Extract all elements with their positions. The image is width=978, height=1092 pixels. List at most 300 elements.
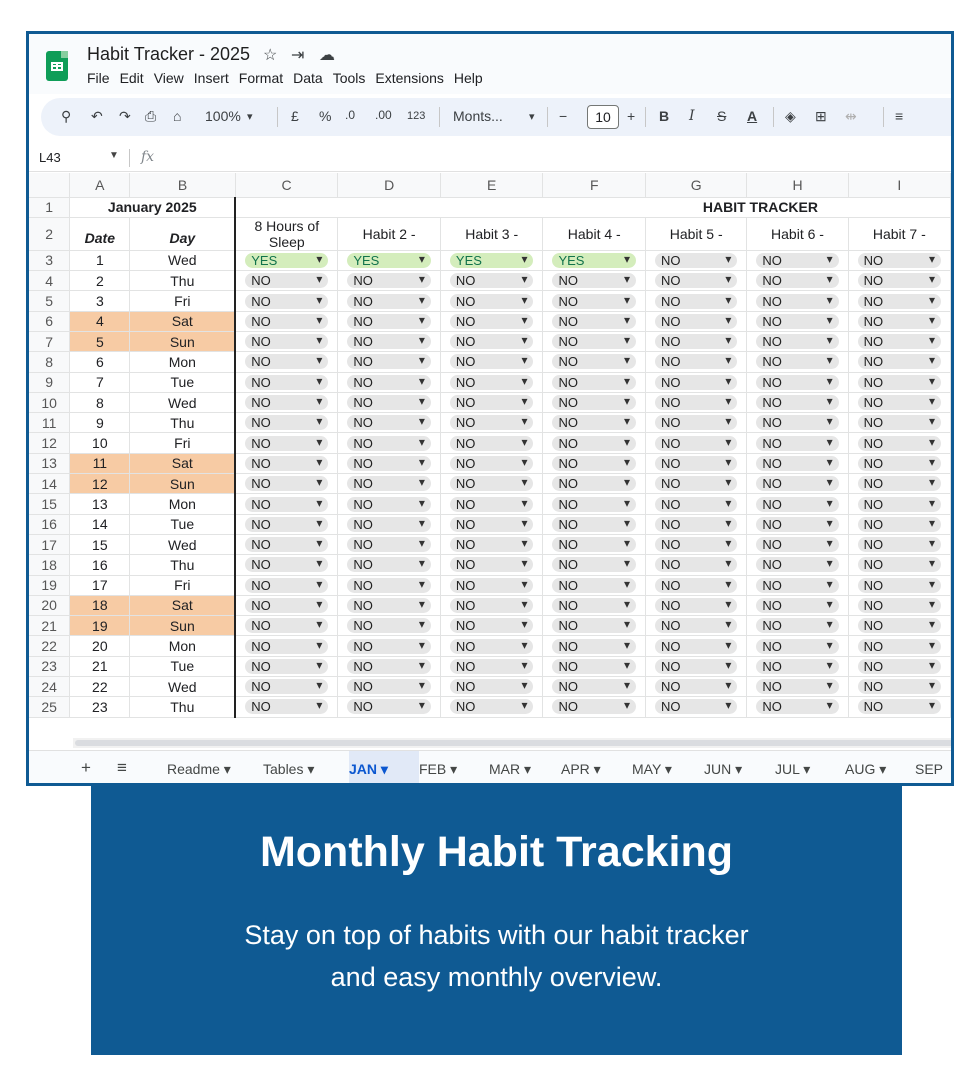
habit-status-dropdown[interactable]: NO ▾ [450,578,534,593]
habit-cell[interactable] [646,697,747,717]
habit-status-dropdown[interactable]: NO ▾ [552,578,636,593]
habit-cell[interactable] [338,697,441,717]
day-cell[interactable]: Tue [130,514,235,534]
habit-cell[interactable] [440,514,543,534]
habit-status-dropdown[interactable]: NO ▾ [655,578,737,593]
habit-cell[interactable] [747,413,848,433]
habit-cell[interactable] [338,372,441,392]
habit-cell[interactable] [543,636,646,656]
date-cell[interactable]: 6 [70,352,130,372]
habit-status-dropdown[interactable]: NO ▾ [756,354,838,369]
habit-cell[interactable] [543,413,646,433]
habit-status-dropdown[interactable]: NO ▾ [756,273,838,288]
habit-status-dropdown[interactable]: NO ▾ [858,273,941,288]
habit-status-dropdown[interactable]: YES ▾ [552,253,636,268]
habit-cell[interactable] [543,291,646,311]
habit-cell[interactable] [848,352,950,372]
habit-cell[interactable] [235,372,338,392]
habit-cell[interactable] [440,494,543,514]
habit-status-dropdown[interactable]: NO ▾ [756,253,838,268]
habit-cell[interactable] [747,595,848,615]
habit-status-dropdown[interactable]: NO ▾ [245,557,328,572]
tab-tables[interactable]: Tables ▾ [263,761,315,777]
row-header[interactable]: 13 [29,453,70,473]
habit-cell[interactable] [338,311,441,331]
habit-cell[interactable] [848,677,950,697]
habit-cell[interactable] [440,595,543,615]
habit-cell[interactable] [747,474,848,494]
habit-cell[interactable] [747,271,848,291]
habit-status-dropdown[interactable]: NO ▾ [756,639,838,654]
row-header[interactable]: 11 [29,413,70,433]
habit-status-dropdown[interactable]: NO ▾ [756,659,838,674]
font-select[interactable]: Monts... [453,108,503,124]
habit-status-dropdown[interactable]: NO ▾ [552,618,636,633]
row-header[interactable]: 18 [29,555,70,575]
habit-status-dropdown[interactable]: NO ▾ [756,415,838,430]
habit-header[interactable]: Habit 4 - [543,217,646,250]
habit-status-dropdown[interactable]: NO ▾ [756,294,838,309]
row-header[interactable]: 2 [29,217,70,250]
habit-status-dropdown[interactable]: NO ▾ [347,436,431,451]
tab-mar[interactable]: MAR ▾ [489,761,532,777]
habit-status-dropdown[interactable]: NO ▾ [450,456,534,471]
habit-cell[interactable] [338,595,441,615]
habit-cell[interactable] [848,514,950,534]
habit-cell[interactable] [747,697,848,717]
habit-status-dropdown[interactable]: NO ▾ [347,598,431,613]
habit-status-dropdown[interactable]: NO ▾ [347,334,431,349]
row-header[interactable]: 21 [29,616,70,636]
habit-cell[interactable] [338,250,441,270]
date-header[interactable]: Date [70,217,130,250]
habit-header[interactable]: Habit 5 - [646,217,747,250]
habit-cell[interactable] [338,534,441,554]
column-header[interactable]: D [338,173,441,197]
day-cell[interactable]: Thu [130,555,235,575]
habit-status-dropdown[interactable]: NO ▾ [347,659,431,674]
habit-cell[interactable] [235,250,338,270]
habit-cell[interactable] [338,474,441,494]
habit-status-dropdown[interactable]: NO ▾ [756,578,838,593]
percent-format-button[interactable]: % [319,108,332,124]
habit-status-dropdown[interactable]: NO ▾ [655,334,737,349]
habit-cell[interactable] [747,555,848,575]
habit-status-dropdown[interactable]: NO ▾ [858,517,941,532]
habit-cell[interactable] [848,656,950,676]
habit-status-dropdown[interactable]: NO ▾ [450,517,534,532]
habit-cell[interactable] [646,453,747,473]
column-header[interactable]: H [747,173,848,197]
habit-status-dropdown[interactable]: NO ▾ [347,557,431,572]
row-header[interactable]: 3 [29,250,70,270]
habit-status-dropdown[interactable]: NO ▾ [655,375,737,390]
day-cell[interactable]: Fri [130,433,235,453]
date-cell[interactable]: 12 [70,474,130,494]
row-header[interactable]: 6 [29,311,70,331]
habit-cell[interactable] [848,250,950,270]
habit-status-dropdown[interactable]: NO ▾ [655,618,737,633]
habit-cell[interactable] [848,433,950,453]
habit-status-dropdown[interactable]: NO ▾ [655,273,737,288]
bold-button[interactable]: B [659,108,670,124]
habit-cell[interactable] [646,656,747,676]
habit-status-dropdown[interactable]: NO ▾ [552,497,636,512]
habit-status-dropdown[interactable]: NO ▾ [450,537,534,552]
habit-cell[interactable] [543,250,646,270]
habit-cell[interactable] [646,291,747,311]
habit-status-dropdown[interactable]: NO ▾ [347,476,431,491]
habit-cell[interactable] [646,677,747,697]
habit-status-dropdown[interactable]: NO ▾ [450,354,534,369]
font-dropdown-icon[interactable]: ▾ [529,111,535,123]
row-header[interactable]: 22 [29,636,70,656]
tab-apr[interactable]: APR ▾ [561,761,601,777]
habit-cell[interactable] [235,534,338,554]
habit-status-dropdown[interactable]: NO ▾ [756,476,838,491]
day-cell[interactable]: Sun [130,616,235,636]
date-cell[interactable]: 3 [70,291,130,311]
row-header[interactable]: 25 [29,697,70,717]
habit-status-dropdown[interactable]: NO ▾ [655,253,737,268]
habit-status-dropdown[interactable]: NO ▾ [347,273,431,288]
menu-extensions[interactable]: Extensions [375,70,444,86]
habit-status-dropdown[interactable]: NO ▾ [450,557,534,572]
menu-file[interactable]: File [87,70,110,86]
font-size-decrease-button[interactable]: − [559,108,568,124]
habit-status-dropdown[interactable]: NO ▾ [858,436,941,451]
habit-status-dropdown[interactable]: NO ▾ [347,354,431,369]
row-header[interactable]: 20 [29,595,70,615]
habit-status-dropdown[interactable]: NO ▾ [858,476,941,491]
habit-cell[interactable] [338,514,441,534]
currency-format-button[interactable]: £ [291,108,299,124]
habit-cell[interactable] [235,575,338,595]
habit-cell[interactable] [543,433,646,453]
habit-status-dropdown[interactable]: NO ▾ [655,294,737,309]
habit-status-dropdown[interactable]: NO ▾ [347,618,431,633]
habit-cell[interactable] [543,392,646,412]
habit-status-dropdown[interactable]: NO ▾ [655,557,737,572]
habit-status-dropdown[interactable]: NO ▾ [347,578,431,593]
habit-status-dropdown[interactable]: NO ▾ [245,415,328,430]
habit-cell[interactable] [235,636,338,656]
habit-status-dropdown[interactable]: NO ▾ [858,578,941,593]
add-sheet-icon[interactable]: + [81,758,91,777]
habit-header[interactable]: Habit 2 - [338,217,441,250]
habit-status-dropdown[interactable]: YES ▾ [347,253,431,268]
borders-icon[interactable]: ⊞ [815,108,827,124]
habit-cell[interactable] [747,433,848,453]
date-cell[interactable]: 11 [70,453,130,473]
date-cell[interactable]: 17 [70,575,130,595]
habit-cell[interactable] [848,697,950,717]
habit-status-dropdown[interactable]: NO ▾ [756,537,838,552]
font-size-increase-button[interactable]: + [627,108,636,124]
habit-cell[interactable] [440,555,543,575]
habit-status-dropdown[interactable]: NO ▾ [756,557,838,572]
zoom-dropdown-icon[interactable]: ▾ [247,111,253,123]
row-header[interactable]: 14 [29,474,70,494]
habit-status-dropdown[interactable]: NO ▾ [552,517,636,532]
habit-status-dropdown[interactable]: NO ▾ [552,436,636,451]
day-cell[interactable]: Sat [130,453,235,473]
habit-cell[interactable] [543,677,646,697]
habit-status-dropdown[interactable]: NO ▾ [756,375,838,390]
habit-cell[interactable] [235,311,338,331]
tab-sep[interactable]: SEP [915,761,944,777]
habit-status-dropdown[interactable]: NO ▾ [858,456,941,471]
habit-cell[interactable] [440,271,543,291]
day-cell[interactable]: Mon [130,636,235,656]
day-cell[interactable]: Sat [130,595,235,615]
day-cell[interactable]: Fri [130,291,235,311]
habit-cell[interactable] [235,656,338,676]
column-header[interactable]: F [543,173,646,197]
habit-cell[interactable] [338,677,441,697]
habit-status-dropdown[interactable]: NO ▾ [245,395,328,410]
name-box-dropdown-icon[interactable]: ▼ [109,150,119,161]
habit-cell[interactable] [747,311,848,331]
habit-cell[interactable] [440,413,543,433]
habit-cell[interactable] [646,595,747,615]
habit-status-dropdown[interactable]: NO ▾ [245,517,328,532]
menu-format[interactable]: Format [238,70,284,86]
habit-cell[interactable] [747,392,848,412]
habit-status-dropdown[interactable]: NO ▾ [245,699,328,714]
habit-cell[interactable] [543,474,646,494]
habit-cell[interactable] [338,656,441,676]
habit-status-dropdown[interactable]: NO ▾ [450,314,534,329]
column-header[interactable]: I [848,173,950,197]
habit-cell[interactable] [543,372,646,392]
habit-status-dropdown[interactable]: NO ▾ [858,415,941,430]
habit-status-dropdown[interactable]: NO ▾ [655,659,737,674]
habit-cell[interactable] [646,433,747,453]
habit-status-dropdown[interactable]: NO ▾ [347,699,431,714]
habit-status-dropdown[interactable]: NO ▾ [347,314,431,329]
habit-cell[interactable] [235,514,338,534]
zoom-select[interactable]: 100% [205,108,241,124]
habit-cell[interactable] [235,697,338,717]
habit-status-dropdown[interactable]: NO ▾ [655,415,737,430]
italic-button[interactable]: I [689,108,695,124]
habit-status-dropdown[interactable]: YES ▾ [450,253,534,268]
tab-jun[interactable]: JUN ▾ [704,761,743,777]
habit-status-dropdown[interactable]: NO ▾ [756,497,838,512]
row-header[interactable]: 7 [29,331,70,351]
habit-status-dropdown[interactable]: NO ▾ [245,578,328,593]
habit-cell[interactable] [646,555,747,575]
day-cell[interactable]: Thu [130,697,235,717]
day-cell[interactable]: Wed [130,677,235,697]
habit-cell[interactable] [338,392,441,412]
menu-data[interactable]: Data [293,70,323,86]
habit-cell[interactable] [235,291,338,311]
menu-view[interactable]: View [153,70,184,86]
row-header[interactable]: 9 [29,372,70,392]
habit-status-dropdown[interactable]: NO ▾ [858,294,941,309]
habit-status-dropdown[interactable]: NO ▾ [450,436,534,451]
habit-status-dropdown[interactable]: NO ▾ [245,273,328,288]
habit-cell[interactable] [235,331,338,351]
habit-status-dropdown[interactable]: NO ▾ [756,436,838,451]
day-cell[interactable]: Sun [130,331,235,351]
habit-status-dropdown[interactable]: NO ▾ [450,598,534,613]
font-size-input[interactable]: 10 [587,105,619,129]
habit-status-dropdown[interactable]: NO ▾ [245,639,328,654]
habit-header[interactable]: Habit 3 - [440,217,543,250]
day-cell[interactable]: Mon [130,494,235,514]
name-box[interactable]: L43 [39,150,61,165]
habit-cell[interactable] [543,534,646,554]
habit-status-dropdown[interactable]: NO ▾ [655,517,737,532]
habit-cell[interactable] [440,697,543,717]
all-sheets-icon[interactable]: ≡ [117,758,127,777]
habit-cell[interactable] [338,413,441,433]
decrease-decimal-button[interactable]: .0 [345,108,356,122]
tab-may[interactable]: MAY ▾ [632,761,672,777]
habit-cell[interactable] [747,575,848,595]
habit-status-dropdown[interactable]: NO ▾ [756,517,838,532]
row-header[interactable]: 17 [29,534,70,554]
habit-status-dropdown[interactable]: NO ▾ [858,314,941,329]
habit-cell[interactable] [848,595,950,615]
habit-cell[interactable] [440,656,543,676]
fill-color-icon[interactable]: ◈ [785,108,796,124]
habit-status-dropdown[interactable]: NO ▾ [858,354,941,369]
date-cell[interactable]: 20 [70,636,130,656]
habit-status-dropdown[interactable]: NO ▾ [450,497,534,512]
habit-status-dropdown[interactable]: NO ▾ [347,375,431,390]
row-header[interactable]: 24 [29,677,70,697]
habit-status-dropdown[interactable]: NO ▾ [552,456,636,471]
date-cell[interactable]: 9 [70,413,130,433]
row-header[interactable]: 23 [29,656,70,676]
habit-status-dropdown[interactable]: NO ▾ [450,476,534,491]
habit-cell[interactable] [338,433,441,453]
tab-jan[interactable]: JAN ▾ [349,761,388,777]
habit-cell[interactable] [848,372,950,392]
date-cell[interactable]: 15 [70,534,130,554]
habit-status-dropdown[interactable]: NO ▾ [450,294,534,309]
paint-format-icon[interactable]: ⌂ [173,108,182,124]
habit-cell[interactable] [747,514,848,534]
star-icon[interactable]: ☆ [263,47,278,64]
tab-readme[interactable]: Readme ▾ [167,761,231,777]
habit-cell[interactable] [848,616,950,636]
search-icon[interactable]: ⚲ [61,108,72,124]
habit-status-dropdown[interactable]: NO ▾ [245,334,328,349]
habit-status-dropdown[interactable]: NO ▾ [756,699,838,714]
date-cell[interactable]: 21 [70,656,130,676]
date-cell[interactable]: 5 [70,331,130,351]
habit-status-dropdown[interactable]: NO ▾ [858,639,941,654]
row-header[interactable]: 1 [29,197,70,217]
day-header[interactable]: Day [130,217,235,250]
habit-status-dropdown[interactable]: NO ▾ [858,395,941,410]
habit-cell[interactable] [235,271,338,291]
habit-cell[interactable] [235,453,338,473]
habit-status-dropdown[interactable]: NO ▾ [552,395,636,410]
day-cell[interactable]: Sat [130,311,235,331]
habit-status-dropdown[interactable]: NO ▾ [655,436,737,451]
habit-status-dropdown[interactable]: NO ▾ [552,294,636,309]
habit-cell[interactable] [543,494,646,514]
habit-status-dropdown[interactable]: NO ▾ [245,618,328,633]
habit-status-dropdown[interactable]: NO ▾ [858,334,941,349]
date-cell[interactable]: 16 [70,555,130,575]
habit-cell[interactable] [440,352,543,372]
habit-status-dropdown[interactable]: NO ▾ [347,497,431,512]
habit-cell[interactable] [646,352,747,372]
habit-status-dropdown[interactable]: NO ▾ [552,354,636,369]
habit-status-dropdown[interactable]: NO ▾ [245,497,328,512]
habit-cell[interactable] [543,595,646,615]
habit-status-dropdown[interactable]: NO ▾ [655,598,737,613]
habit-status-dropdown[interactable]: NO ▾ [450,618,534,633]
habit-status-dropdown[interactable]: NO ▾ [655,395,737,410]
habit-cell[interactable] [747,534,848,554]
habit-status-dropdown[interactable]: NO ▾ [858,598,941,613]
habit-cell[interactable] [338,494,441,514]
menu-edit[interactable]: Edit [119,70,144,86]
habit-cell[interactable] [338,575,441,595]
menu-insert[interactable]: Insert [193,70,229,86]
habit-cell[interactable] [440,636,543,656]
month-title[interactable]: January 2025 [70,197,235,217]
habit-cell[interactable] [646,271,747,291]
habit-cell[interactable] [440,392,543,412]
row-header[interactable]: 5 [29,291,70,311]
habit-cell[interactable] [848,311,950,331]
column-header[interactable]: A [70,173,130,197]
habit-status-dropdown[interactable]: NO ▾ [858,375,941,390]
habit-cell[interactable] [646,311,747,331]
habit-cell[interactable] [747,677,848,697]
select-all-corner[interactable] [29,173,70,197]
habit-cell[interactable] [543,331,646,351]
increase-decimal-button[interactable]: .00 [375,108,392,122]
menu-help[interactable]: Help [453,70,483,86]
habit-status-dropdown[interactable]: NO ▾ [552,557,636,572]
scrollbar-thumb[interactable] [75,740,954,746]
habit-cell[interactable] [338,616,441,636]
habit-cell[interactable] [848,291,950,311]
habit-cell[interactable] [646,514,747,534]
habit-cell[interactable] [440,291,543,311]
day-cell[interactable]: Wed [130,392,235,412]
cloud-status-icon[interactable]: ☁ [319,47,335,64]
habit-status-dropdown[interactable]: NO ▾ [552,273,636,288]
habit-status-dropdown[interactable]: NO ▾ [655,679,737,694]
sheets-logo-icon[interactable] [46,51,68,81]
habit-cell[interactable] [747,291,848,311]
tracker-title[interactable]: HABIT TRACKER [235,197,950,217]
habit-cell[interactable] [235,595,338,615]
habit-status-dropdown[interactable]: NO ▾ [655,699,737,714]
habit-status-dropdown[interactable]: NO ▾ [655,639,737,654]
habit-cell[interactable] [440,311,543,331]
habit-cell[interactable] [747,494,848,514]
column-header[interactable]: C [235,173,338,197]
habit-status-dropdown[interactable]: NO ▾ [450,375,534,390]
habit-cell[interactable] [646,494,747,514]
habit-cell[interactable] [440,250,543,270]
habit-cell[interactable] [543,616,646,636]
habit-cell[interactable] [440,474,543,494]
habit-status-dropdown[interactable]: NO ▾ [450,679,534,694]
